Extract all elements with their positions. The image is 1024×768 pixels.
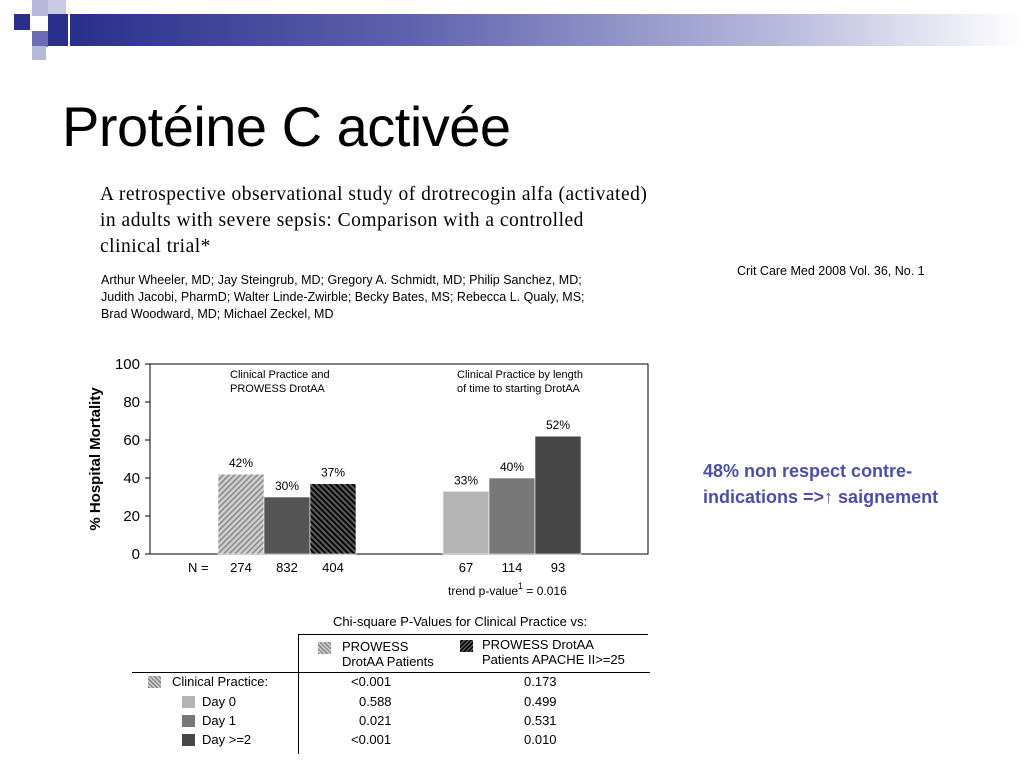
table-title: Chi-square P-Values for Clinical Practice vs: <box>333 614 588 629</box>
note-text: saignement <box>833 487 939 507</box>
trend-p-value <box>448 581 567 598</box>
n-count-label: 114 <box>501 560 523 575</box>
row-label: Clinical Practice: <box>172 674 269 689</box>
day0-swatch <box>182 696 195 708</box>
p-value-cell: 0.588 <box>359 694 392 709</box>
row-label: Day 1 <box>202 713 236 728</box>
author-line: Judith Jacobi, PharmD; Walter Linde-Zwirble; Becky Bates, MS; Rebecca L. Qualy, MS; <box>101 290 585 304</box>
up-arrow-icon: ↑ <box>824 487 834 507</box>
y-tick-label: 80 <box>123 394 140 411</box>
p-value-cell: <0.001 <box>351 732 392 747</box>
bar <box>535 436 581 554</box>
trend-value: = 0.016 <box>523 584 567 598</box>
bar <box>264 497 310 554</box>
column-header-line: Patients APACHE II>=25 <box>482 652 625 667</box>
header-square-light <box>32 46 46 60</box>
day1-swatch <box>182 715 195 727</box>
header-square-navy <box>14 14 30 30</box>
header-square-light <box>32 0 48 16</box>
chi-square-table <box>130 612 660 762</box>
bar-value-label: 30% <box>274 479 300 493</box>
group-label: PROWESS DrotAA <box>230 383 325 395</box>
paper-title-line: clinical trial* <box>100 236 211 257</box>
p-value-cell: 0.021 <box>359 713 392 728</box>
bar-value-label: 37% <box>320 465 346 480</box>
row-label: Day >=2 <box>202 732 252 747</box>
note-text: indications => <box>703 487 825 507</box>
bar <box>310 484 356 554</box>
table-rule <box>298 634 299 754</box>
bar-value-label: 42% <box>228 456 254 471</box>
note-line: 48% non respect contre- <box>703 461 913 481</box>
n-count-label: 93 <box>550 560 566 575</box>
p-value-cell: <0.001 <box>351 674 392 689</box>
paper-title-line: A retrospective observational study of drotrecogin alfa (activated) <box>100 184 648 205</box>
p-value-cell: 0.173 <box>524 674 557 689</box>
annotation-note <box>703 458 1018 510</box>
bar <box>489 478 535 554</box>
group-label: Clinical Practice by length <box>457 369 583 381</box>
author-line: Arthur Wheeler, MD; Jay Steingrub, MD; Gregory A. Schmidt, MD; Philip Sanchez, MD; <box>101 273 582 287</box>
bar-value-label: 52% <box>545 418 571 433</box>
row-label: Day 0 <box>202 694 236 709</box>
y-tick-label: 60 <box>123 432 140 449</box>
note-line <box>703 484 1018 510</box>
header-square-mid <box>32 31 48 47</box>
bar <box>443 491 489 554</box>
journal-citation: Crit Care Med 2008 Vol. 36, No. 1 <box>737 264 925 278</box>
y-tick-label: 0 <box>131 546 140 563</box>
paper-title <box>100 182 800 260</box>
table-rule <box>298 634 648 635</box>
author-line: Brad Woodward, MD; Michael Zeckel, MD <box>101 307 334 321</box>
n-count-label: 67 <box>458 560 474 575</box>
y-tick-label: 100 <box>114 356 140 373</box>
column-header-line: PROWESS <box>342 639 409 654</box>
n-count-label: 274 <box>230 560 252 575</box>
column-header <box>342 639 434 669</box>
slide-title: Protéine C activée <box>62 95 511 158</box>
y-tick-label: 40 <box>123 470 140 487</box>
n-count-label: 404 <box>322 560 344 575</box>
n-count-label: 832 <box>276 560 298 575</box>
header-square-navy <box>48 14 68 46</box>
column-header-line: PROWESS DrotAA <box>482 637 594 652</box>
column-header <box>482 637 625 667</box>
trend-superscript: 1 <box>518 581 524 591</box>
group-label: Clinical Practice and <box>230 369 330 381</box>
y-tick-label: 20 <box>123 508 140 525</box>
bar-value-label: 33% <box>453 473 479 488</box>
mortality-bar-chart <box>70 350 670 608</box>
chart-bars <box>218 436 581 554</box>
bar-value-label: 40% <box>499 460 525 474</box>
p-value-cell: 0.531 <box>524 713 557 728</box>
prowess-legend-swatch <box>318 642 331 654</box>
clinical-practice-swatch <box>148 676 161 688</box>
y-axis-label: % Hospital Mortality <box>87 387 104 531</box>
paper-title-line: in adults with severe sepsis: Comparison with a controlled <box>100 210 584 231</box>
trend-text: trend p-value <box>448 584 519 598</box>
group-label: of time to starting DrotAA <box>457 383 580 395</box>
p-value-cell: 0.499 <box>524 694 557 709</box>
bar <box>218 474 264 554</box>
table-rule <box>132 672 650 673</box>
p-value-cell: 0.010 <box>524 732 557 747</box>
n-prefix-label: N = <box>188 560 209 575</box>
header-gradient-bar <box>70 14 1024 46</box>
day2-swatch <box>182 734 195 746</box>
prowess-apache-legend-swatch <box>460 640 473 652</box>
column-header-line: DrotAA Patients <box>342 654 434 669</box>
author-list <box>101 272 711 323</box>
